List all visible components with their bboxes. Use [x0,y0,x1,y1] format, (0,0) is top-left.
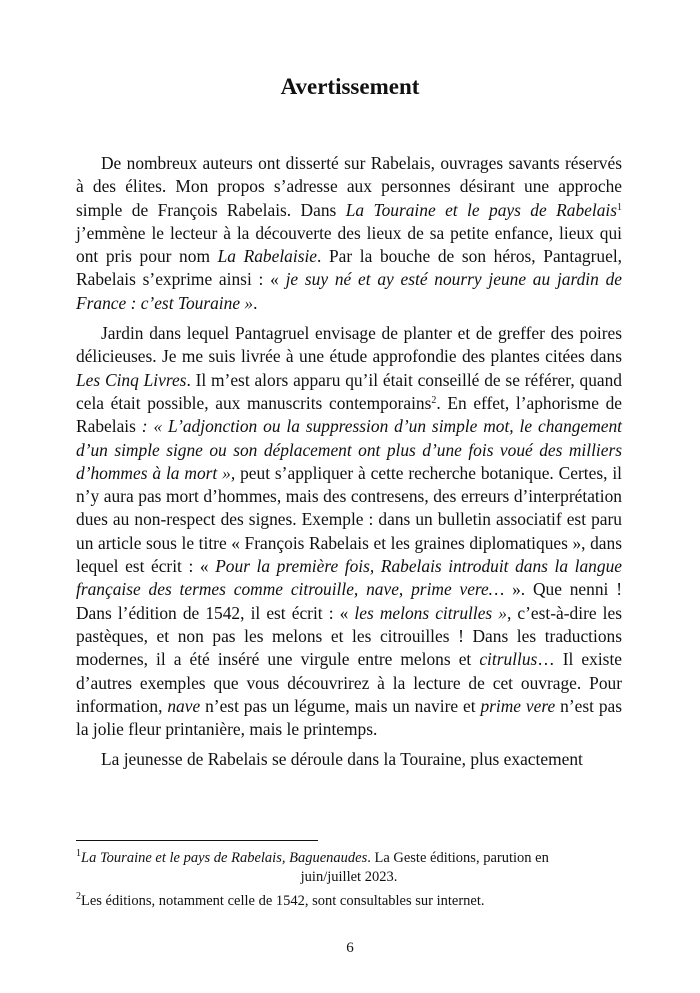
page-number: 6 [346,940,354,956]
footnote-1 [76,849,622,887]
text-run: . Par la bouche de son héros, Pantagruel, Rabelais s’exprime ainsi : « [76,246,622,290]
text-run: peut s’appliquer à cette recherche botanique. Certes, il n’y aura pas mort d’hommes, mais des contresens, des erreurs d’interprétation dues au non-respect des signes. Exemple : dans un bulletin associatif est paru un article sous le titre « François Rabelais et les graines diplomatiques », dans lequel est écrit : « [76,462,622,577]
page-title: Avertissement [280,74,420,99]
italic-text: Les Cinq Livres [76,369,187,390]
text-run: . [253,292,258,313]
text-run: De nombreux auteurs ont disserté sur Rabelais, ouvrages savants réservés à des élites. Mon propos s’adresse aux personnes désirant une approche simple de François Rabelais. Dans [76,153,622,220]
italic-text: La Rabelaisie [217,246,318,267]
paragraph [76,322,622,741]
text-run: n’est pas un légume, mais un navire et [200,695,481,716]
footnote-1-number: 1 [76,848,81,859]
text-run: . En effet, l’aphorisme de Rabelais [76,392,622,437]
italic-text: La Touraine et le pays de Rabelais [345,199,617,220]
footnotes [76,849,622,916]
text-run: La jeunesse de Rabelais se déroule dans la Touraine, plus exactement [101,749,583,770]
italic-text: : « L’adjonction ou la suppression d’un simple mot, le changement d’un simple signe ou son déplacement ont plus d’une fois voué des milliers d’hommes à la mort », [76,416,623,483]
footnote-ref: 2 [431,394,437,406]
footnote-1-continuation: juin/juillet 2023. [300,869,398,885]
text-run: , c’est-à-dire les pastèques, et non pas les melons et les citrouilles ! Dans les traductions modernes, il a été inséré une virgule entre melons et [76,602,622,670]
italic-text: prime vere [480,695,556,716]
footnote-2-text: Les éditions, notamment celle de 1542, sont consultables sur internet. [81,893,485,909]
italic-text: Pour la première fois, Rabelais introduit dans la langue française des termes comme citrouille, nave, prime vere… [76,556,622,600]
italic-text: citrullus [479,649,538,670]
paragraph [76,152,622,315]
footnote-2 [76,892,622,911]
body-text [76,152,622,779]
text-run: Jardin dans lequel Pantagruel envisage de planter et de greffer des poires délicieuses. Je me suis livrée à une étude approfondie des plantes citées dans [76,323,622,367]
footnote-1-title: La Touraine et le pays de Rabelais, Baguenaudes [81,850,368,866]
text-run: . Il m’est alors apparu qu’il était conseillé de se référer, quand cela était possible, aux manuscrits contemporains [76,369,622,413]
italic-text: nave [167,695,201,716]
text-run: … Il existe d’autres exemples que vous découvrirez à la lecture de cet ouvrage. Pour information, [76,649,622,716]
footnote-ref: 1 [617,201,622,213]
text-run: ». Que nenni ! Dans l’édition de 1542, il est écrit : « [76,579,622,623]
italic-text: je suy né et ay esté nourry jeune au jardin de France : c’est Touraine » [76,269,622,313]
text-run: j’emmène le lecteur à la découverte des lieux de sa petite enfance, lieux qui ont pris pour nom [76,222,622,267]
italic-text: les melons citrulles » [354,602,507,623]
footnote-1-line [76,849,622,868]
footnote-1-text: . La Geste éditions, parution en [367,850,549,866]
footnote-2-number: 2 [76,891,81,902]
paragraph [76,748,622,771]
footnote-separator [76,840,318,841]
text-run: n’est pas la jolie fleur printanière, mais le printemps. [76,695,623,740]
